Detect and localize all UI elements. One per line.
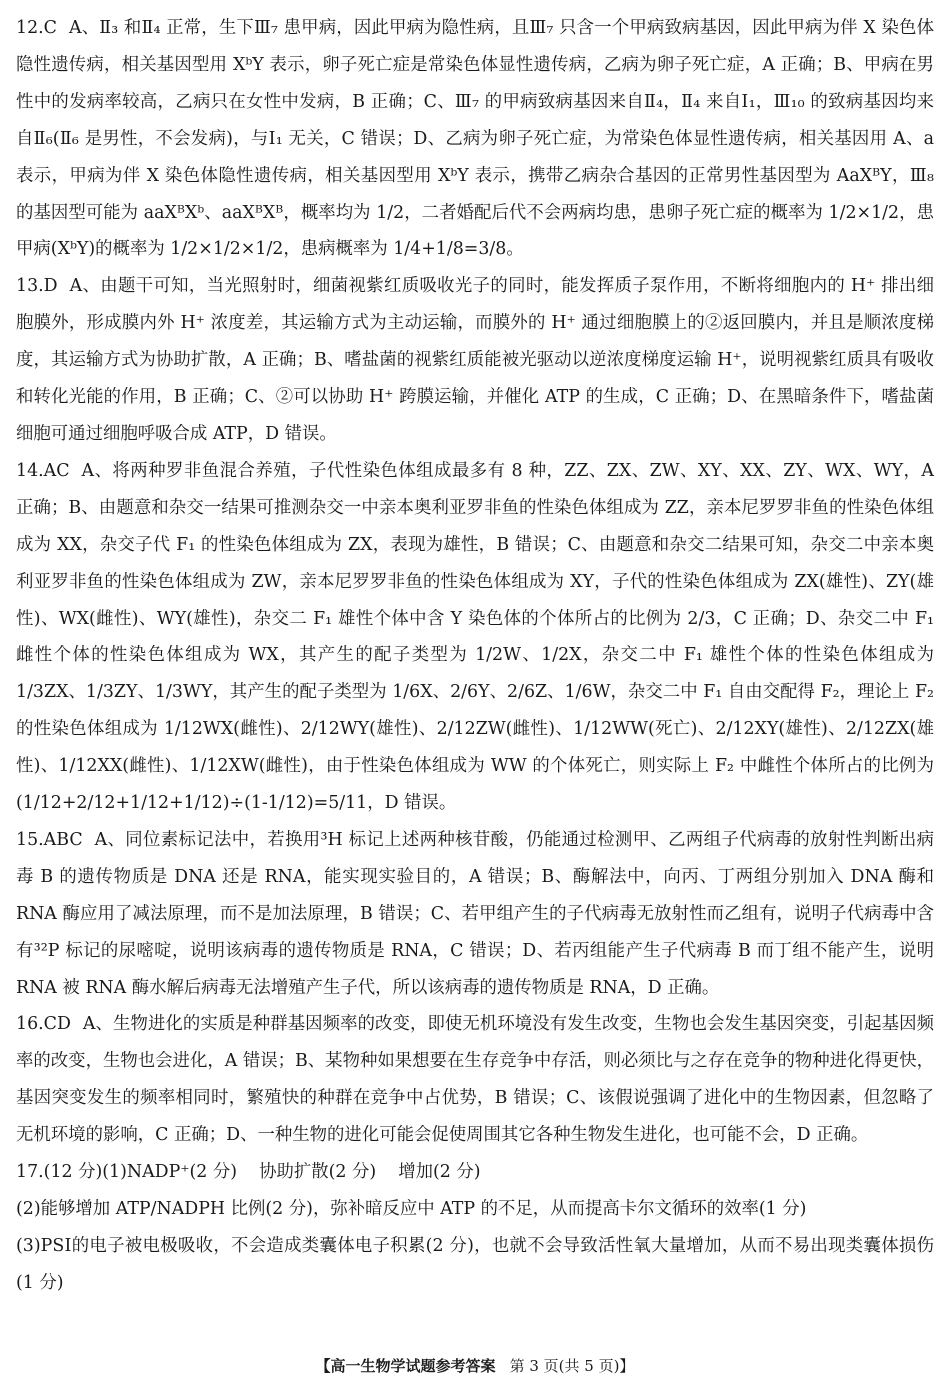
answer-number: 15.ABC [16, 829, 83, 850]
answer-16 [16, 1006, 934, 1154]
answer-page [16, 10, 934, 1302]
answer-number: 14.AC [16, 460, 70, 481]
answer-17-part-2: (2)能够增加 ATP/NADPH 比例(2 分)，弥补暗反应中 ATP 的不足，从而提高卡尔文循环的效率(1 分) [16, 1199, 807, 1219]
answer-17-part-1c: 增加(2 分) [398, 1162, 481, 1183]
answer-text: A、生物进化的实质是种群基因频率的改变，即使无机环境没有发生改变，生物也会发生基因突变，引起基因频率的改变，生物也会进化，A 错误；B、某物种如果想要在生存竞争中存活，则必须比与之存在竞争的物种进化得更快，基因突变发生的频率相同时，繁殖快的种群在竞争中占优势，B 错误；C、该假说强调了进化中的生物因素，但忽略了无机环境的影响，C 正确；D、一种生物的进化可能会促使周围其它各种生物发生进化，也可能不会，D 正确。 [16, 1014, 934, 1146]
answer-17-part-1a: 17.(12 分)(1)NADP⁺(2 分) [16, 1162, 238, 1183]
answer-17-part-1b: 协助扩散(2 分) [259, 1162, 377, 1183]
answer-17-part-1 [16, 1154, 934, 1191]
answer-text: A、将两种罗非鱼混合养殖，子代性染色体组成最多有 8 种，ZZ、ZX、ZW、XY、XX、ZY、WX、WY，A 正确；B、由题意和杂交一结果可推测杂交一中亲本奥利亚罗非鱼的性染色体组成为 ZZ，亲本尼罗罗非鱼的性染色体组成为 XX，杂交子代 F₁ 的性染色体组成为 ZX，表现为雄性，B 错误；C、由题意和杂交二结果可知，杂交二中亲本奥利亚罗非鱼的性染色体组成为 ZW，亲本尼罗罗非鱼的性染色体组成为 XY，子代的性染色体组成为 ZX(雄性)、ZY(雄性)、WX(雌性)、WY(雄性)，杂交二 F₁ 雄性个体中含 Y 染色体的个体所占的比例为 2/3，C 正确；D、杂交二中 F₁ 雌性个体的性染色体组成为 WX，其产生的配子类型为 1/2W、1/2X，杂交二中 F₁ 雄性个体的性染色体组成为 1/3ZX、1/3ZY、1/3WY，其产生的配子类型为 1/6X、2/6Y、2/6Z、1/6W，杂交二中 F₁ 自由交配得 F₂，理论上 F₂ 的性染色体组成为 1/12WX(雌性)、2/12WY(雄性)、2/12ZW(雌性)、1/12WW(死亡)、2/12XY(雄性)、2/12ZX(雄性)、1/12XX(雌性)、1/12XW(雌性)，由于性染色体组成为 WW 的个体死亡，则实际上 F₂ 中雌性个体所占的比例为(1/12+2/12+1/12+1/12)÷(1-1/12)=5/11，D 错误。 [16, 460, 934, 814]
answer-number: 13.D [16, 276, 58, 297]
answer-text: A、由题干可知，当光照射时，细菌视紫红质吸收光子的同时，能发挥质子泵作用，不断将细胞内的 H⁺ 排出细胞膜外，形成膜内外 H⁺ 浓度差，其运输方式为主动运输，而膜外的 H⁺ 通过细胞膜上的②返回膜内，并且是顺浓度梯度，其运输方式为协助扩散，A 正确；B、嗜盐菌的视紫红质能被光驱动以逆浓度梯度运输 H⁺，说明视紫红质具有吸收和转化光能的作用，B 正确；C、②可以协助 H⁺ 跨膜运输，并催化 ATP 的生成，C 正确；D、在黑暗条件下，嗜盐菌细胞可通过细胞呼吸合成 ATP，D 错误。 [16, 276, 934, 444]
answer-13 [16, 268, 934, 453]
answer-12 [16, 10, 934, 268]
answer-text: A、Ⅱ₃ 和Ⅱ₄ 正常，生下Ⅲ₇ 患甲病，因此甲病为隐性病，且Ⅲ₇ 只含一个甲病致病基因，因此甲病为伴 X 染色体隐性遗传病，相关基因型用 XᵇY 表示，卵子死亡症是常染色体显性遗传病，乙病为卵子死亡症，A 正确；B、甲病在男性中的发病率较高，乙病只在女性中发病，B 正确；C、Ⅲ₇ 的甲病致病基因来自Ⅱ₄，Ⅱ₄ 来自Ⅰ₁，Ⅲ₁₀ 的致病基因均来自Ⅱ₆(Ⅱ₆ 是男性，不会发病)，与Ⅰ₁ 无关，C 错误；D、乙病为卵子死亡症，为常染色体显性遗传病，相关基因用 A、a 表示，甲病为伴 X 染色体隐性遗传病，相关基因型用 XᵇY 表示，携带乙病杂合基因的正常男性基因型为 AaXᴮY，Ⅲ₈ 的基因型可能为 aaXᴮXᵇ、aaXᴮXᴮ，概率均为 1/2，二者婚配后代不会两病均患，患卵子死亡症的概率为 1/2×1/2，患甲病(XᵇY)的概率为 1/2×1/2×1/2，患病概率为 1/4+1/8=3/8。 [16, 18, 934, 260]
answer-15 [16, 822, 934, 1007]
answer-17-part-3: (3)PSⅠ的电子被电极吸收，不会造成类囊体电子积累(2 分)，也就不会导致活性氧大量增加，从而不易出现类囊体损伤(1 分) [16, 1235, 934, 1293]
answer-number: 12.C [16, 18, 57, 38]
answer-14 [16, 453, 934, 822]
answer-number: 16.CD [16, 1014, 71, 1035]
footer-page-number: 第 3 页(共 5 页)】 [509, 1357, 635, 1375]
answer-text: A、同位素标记法中，若换用³H 标记上述两种核苷酸，仍能通过检测甲、乙两组子代病毒的放射性判断出病毒 B 的遗传物质是 DNA 还是 RNA，能实现实验目的，A 错误；B、酶解法中，向丙、丁两组分别加入 DNA 酶和 RNA 酶应用了减法原理，而不是加法原理，B 错误；C、若甲组产生的子代病毒无放射性而乙组有，说明子代病毒中含有³²P 标记的尿嘧啶，说明该病毒的遗传物质是 RNA，C 错误；D、若丙组能产生子代病毒 B 而丁组不能产生，说明 RNA 被 RNA 酶水解后病毒无法增殖产生子代，所以该病毒的遗传物质是 RNA，D 正确。 [16, 829, 934, 998]
page-footer [0, 1355, 950, 1376]
footer-title: 【高一生物学试题参考答案 [315, 1357, 496, 1375]
